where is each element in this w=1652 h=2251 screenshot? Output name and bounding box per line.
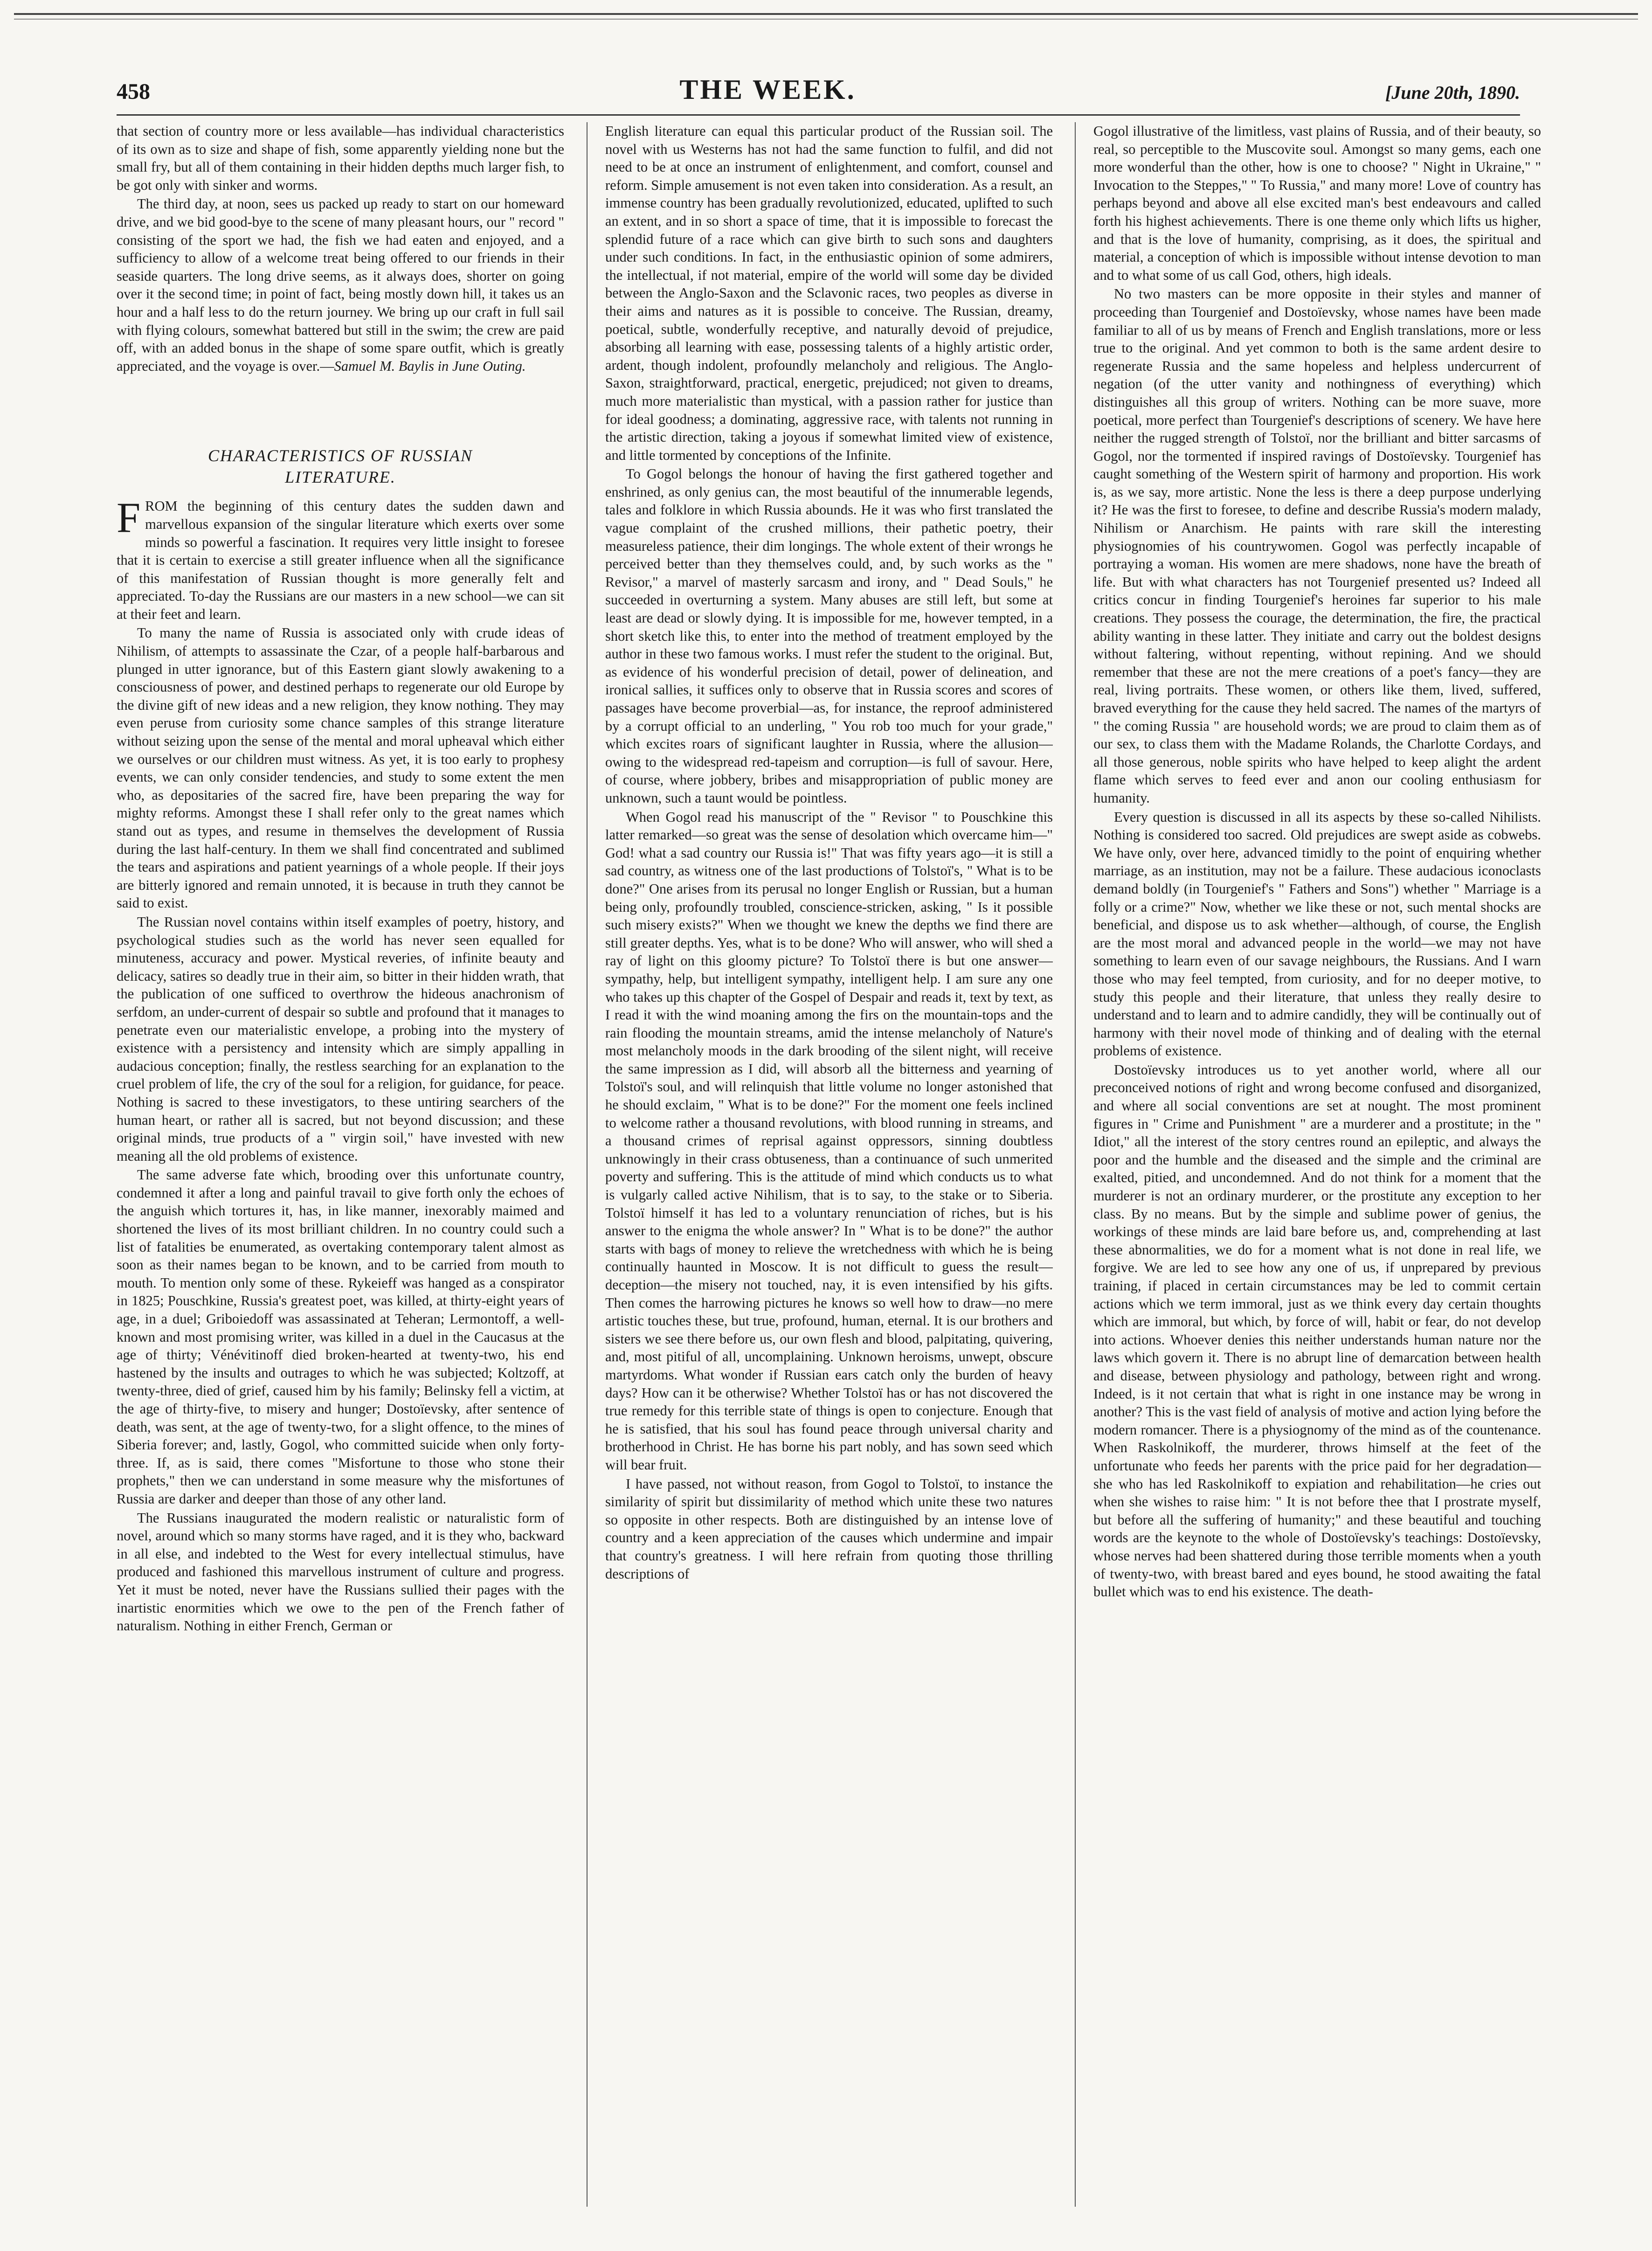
paragraph: The Russians inaugurated the modern realistic or naturalistic form of novel, around which so many storms have raged, and it is they who, backward in all else, and indebted to the West for every intellectual stimulus, have produced and fashioned this marvellous instrument of culture and progress. Yet it must be noted, never have the Russians sullied their pages with the inartistic enormities which we owe to the pen of the French father of naturalism. Nothing in either French, German or — [117, 1510, 564, 1634]
paragraph: that section of country more or less available—has individual characteristics of its own as to size and shape of fish, some apparently yielding none but the small fry, but all of them containing in their hidden depths much larger fish, to be got only with sinker and worms. — [117, 123, 564, 193]
paragraph: No two masters can be more opposite in their styles and manner of proceeding than Tourgenief and Dostoïevsky, whose names have been made familiar to all of us by means of French and English translations, more or less true to the original. And yet common to both is the same ardent desire to regenerate Russia and the same hopeless and helpless undercurrent of negation (of the utter vanity and nothingness of everything) which distinguishes all this group of writers. Nothing can be more suave, more poetical, more perfect than Tourgenief's descriptions of scenery. We have here neither the rugged strength of Tolstoï, nor the brilliant and bitter sarcasms of Gogol, nor the tormented if inspired ravings of Dostoïevsky. Tourgenief has caught something of the Western spirit of harmony and proportion. His work is, as we say, more artistic. None the less is there a deep purpose underlying it? He was the first to foresee, to define and describe Russia's modern malady, Nihilism or Anarchism. He paints with rare skill the interesting physiognomies of his countrywomen. Gogol was perfectly incapable of portraying a woman. His women are mere shadows, none have the breath of life. But with what characters has not Tourgenief presented us? Indeed all critics concur in finding Tourgenief's heroines far superior to his male creations. They possess the courage, the determination, the fire, the practical ability wanting in these latter. They initiate and carry out the boldest designs without faltering, without repenting, without repining. And we should remember that these are not the mere creations of a poet's fancy—they are real, living portraits. These women, or others like them, lived, suffered, braved everything for the cause they held sacred. The names of the martyrs of " the coming Russia " are household words; we are proud to claim them as of our sex, to class them with the Madame Rolands, the Charlotte Cordays, and all those generous, noble spirits who have helped to keep alight the ardent flame which serves to feed ever and anon our cooling enthusiasm for humanity. — [1093, 286, 1541, 806]
paragraph — [117, 494, 564, 623]
article-title — [117, 445, 564, 488]
paragraph: English literature can equal this particular product of the Russian soil. The novel with us Westerns has not had the same function to fulfil, and did not need to be at once an instrument of enlightenment, and comfort, counsel and reform. Simple amusement is not even taken into consideration. As a result, an immense country has been gradually revolutionized, educated, uplifted to such an extent, and in so short a space of time, that it is impossible to forecast the splendid future of a race which can give birth to such sons and daughters under such conditions. In fact, in the enthusiastic opinion of some admirers, the intellectual, if not material, empire of the world will some day be divided between the Anglo-Saxon and the Sclavonic races, two peoples as diverse in their aims and natures as it is possible to conceive. The Russian, dreamy, poetical, subtle, wonderfully receptive, and naturally devoid of prejudice, absorbing all learning with ease, possessing talents of a highly artistic order, ardent, though indolent, profoundly melancholy and religious. The Anglo-Saxon, straightforward, practical, energetic, prejudiced; not given to dreams, much more materialistic than mystical, with a passion rather for justice than for ideal goodness; a dominating, aggressive race, with talents not running in the artistic direction, taking a joyous if somewhat limited view of existence, and little tormented by conceptions of the Infinite. — [605, 123, 1053, 463]
paragraph: I have passed, not without reason, from Gogol to Tolstoï, to instance the similarity of spirit but dissimilarity of method which unite these two natures so opposite in other respects. Both are distinguished by an intense love of country and a keen appreciation of the causes which undermine and impair that country's greatness. I will here refrain from quoting those thrilling descriptions of — [605, 1475, 1053, 1582]
paragraph: Gogol illustrative of the limitless, vast plains of Russia, and of their beauty, so real, so perceptible to the Muscovite soul. Amongst so many gems, each one more wonderful than the other, how is one to choose? " Night in Ukraine," " Invocation to the Steppes," " To Russia," and many more! Love of country has perhaps beyond and above all else excited man's best endeavours and called forth his highest achievements. There is one theme only which lifts us higher, and that is the love of humanity, comprising, as it does, the spiritual and material, a conception of which is impossible without intense devotion to man and to what some of us call God, others, high ideals. — [1093, 123, 1541, 283]
issue-date: [June 20th, 1890. — [1385, 82, 1520, 103]
column-2 — [605, 122, 1053, 2211]
article-title-line: LITERATURE. — [285, 468, 396, 487]
paragraph: The Russian novel contains within itself examples of poetry, history, and psychological studies such as the world has never seen equalled for minuteness, accuracy and power. Mystical reveries, of infinite beauty and delicacy, satires so deadly true in their aim, so bitter in their hidden wrath, that the publication of one sufficed to overthrow the hideous anachronism of serfdom, an under-current of despair so subtle and profound that it manages to penetrate even our materialistic envelope, a probing into the mystery of existence with a persistency and intensity which are simply appalling in audacious conception; finally, the restless searching for an explanation to the cruel problem of life, the cry of the soul for a religion, for guidance, for peace. Nothing is sacred to these investigators, to these untiring searchers of the human heart, or rather all is sacred, but not beyond discussion; and these original minds, true products of a " virgin soil," have invested with new meaning all the old problems of existence. — [117, 914, 564, 1164]
drop-cap: F — [117, 494, 141, 542]
paragraph — [117, 195, 564, 375]
column-3 — [1093, 122, 1541, 2211]
masthead — [117, 74, 1520, 116]
paragraph-text: ROM the beginning of this century dates the sudden dawn and marvellous expansion of the singular literature which exerts over some minds so powerful a fascination. It requires very little insight to foresee that it is certain to exercise a still greater influence when all the significance of this manifestation of Russian thought is more generally felt and appreciated. To-day the Russians are our masters in a new school—we can sit at their feet and learn. — [117, 498, 564, 622]
top-border-rule-thin — [14, 19, 1638, 20]
paragraph: When Gogol read his manuscript of the " Revisor " to Pouschkine this latter remarked—so great was the sense of desolation which overcame him—" God! what a sad country our Russia is!" That was fifty years ago—it is still a sad country, as witness one of the last productions of Tolstoï's, " What is to be done?" One arises from its perusal no longer English or Russian, but a human being only, profoundly troubled, conscience-stricken, asking, " Is it possible such misery exists?" When we thought we knew the depths we find there are still greater depths. Yes, what is to be done? Who will answer, who will shed a ray of light on this gloomy picture? To Tolstoï there is but one answer—sympathy, help, but intelligent sympathy, intelligent help. I am sure any one who takes up this chapter of the Gospel of Despair and reads it, text by text, as I read it with the wind moaning among the firs on the mountain-tops and the rain flooding the mountain streams, amid the intense melancholy of Nature's most melancholy moods in the dark brooding of the silent night, will receive the same impression as I did, will absorb all the bitterness and yearning of Tolstoï's soul, and will relinquish that little volume no longer astonished that he should exclaim, " What is to be done?" For the moment one feels inclined to welcome rather a thousand revolutions, with blood running in streams, and a thousand crimes of reprisal against oppressors, sinning doubtless unknowingly in their crass obtuseness, than a continuance of such unmerited poverty and suffering. This is the attitude of mind which conducts us to what is vulgarly called active Nihilism, that is to say, to the stake or to Siberia. Tolstoï himself it has led to a voluntary renunciation of riches, but is his answer to the enigma the whole answer? In " What is to be done?" the author starts with bags of money to relieve the wretchedness with which he is being continually haunted in Moscow. It is not difficult to guess the result—deception—the misery not touched, nay, it is even intensified by his gifts. Then comes the harrowing pictures he knows so well how to draw—no mere artistic touches these, but true, profound, human, eternal. It is our brothers and sisters we see there before us, our own flesh and blood, palpitating, quivering, and, most pitiful of all, uncomplaining. Unknown heroisms, unwept, obscure martyrdoms. What wonder if Russian ears catch only the burden of heavy days? How can it be otherwise? Whether Tolstoï has or has not discovered the true remedy for this terrible state of things is open to conjecture. Enough that he is satisfied, that his soul has found peace through universal charity and brotherhood in Christ. He has borne his part nobly, and has sown seed which will bear fruit. — [605, 809, 1053, 1473]
column-1 — [117, 122, 564, 2211]
paragraph-text: The third day, at noon, sees us packed up ready to start on our homeward drive, and we bid good-bye to the scene of many pleasant hours, our " record " consisting of the sport we had, the fish we had eaten and enjoyed, and a sufficiency to allow of a welcome treat being offered to our friends in their seaside quarters. The long drive seems, as it always does, shorter on going over it the second time; in point of fact, being mostly down hill, it takes us an hour and a half less to do the return journey. We bring up our craft in full sail with flying colours, somewhat battered but still in the swim; the crew are paid off, with an added bonus in the shape of some spare outfit, which is greatly appreciated, and the voyage is over.— — [117, 196, 564, 374]
page-number: 458 — [117, 79, 150, 104]
publication-title: THE WEEK. — [679, 74, 856, 105]
paragraph: Dostoïevsky introduces us to yet another world, where all our preconceived notions of right and wrong become confused and disorganized, and where all social conventions are set at nought. The most prominent figures in " Crime and Punishment " are a murderer and a prostitute; in the " Idiot," all the interest of the story centres round an epileptic, and always the poor and the humble and the diseased and the simple and the criminal are exalted, pitied, and uncondemned. And do not think for a moment that the murderer is not an ordinary murderer, or the prostitute any exception to her class. By no means. But by the simple and sublime power of genius, the workings of these minds are laid bare before us, and, comprehending at last these abnormalities, we do for a moment what is not done in real life, we forgive. We are led to see how any one of us, if unprepared by previous training, if placed in certain circumstances may be led to commit certain actions which we term immoral, just as we think every day certain thoughts which are immoral, but which, by force of will, habit or fear, do not develop into actions. Whoever denies this neither understands human nature nor the laws which govern it. There is no abrupt line of demarcation between health and disease, between physiology and pathology, between right and wrong. Indeed, is it not certain that what is right in one instance may be wrong in another? This is the vast field of analysis of motive and action lying before the modern romancer. There is a physiognomy of the mind as of the countenance. When Raskolnikoff, the murderer, throws himself at the feet of the unfortunate who feeds her parents with the price paid for her degradation—she who has led Raskolnikoff to expiation and rehabilitation—he cries out when she wishes to raise him: " It is not before thee that I prostrate myself, but before all the suffering of humanity;" and these beautiful and touching words are the keynote to the whole of Dostoïevsky's teachings: Dostoïevsky, whose nerves had been shattered during those terrible moments when a youth of twenty-two, with breast bared and eyes bound, he stood awaiting the fatal bullet which was to end his existence. The death- — [1093, 1061, 1541, 1600]
header-rule — [117, 114, 1520, 116]
column-divider — [1075, 122, 1076, 2207]
paragraph: To Gogol belongs the honour of having the first gathered together and enshrined, as only genius can, the most beautiful of the innumerable legends, tales and folklore in which Russia abounds. He it was who first translated the vague complaint of the crushed millions, their pathetic poetry, their measureless patience, their dim longings. The whole extent of their wrongs he perceived better than they themselves could, and, by such works as the " Revisor," a marvel of masterly sarcasm and irony, and " Dead Souls," he succeeded in overturning a system. Many abuses are still left, but some at least are dead or slowly dying. It is impossible for me, however tempted, in a short sketch like this, to enter into the method of treatment employed by the author in these two famous works. I must refer the student to the original. But, as evidence of his wonderful precision of detail, power of delineation, and ironical sallies, it suffices only to observe that in Russia scores and scores of passages have become proverbial—as, for instance, the reproof administered by a corrupt official to an underling, " You rob too much for your grade," which excites roars of significant laughter in Russia, where the allusion—owing to the widespread red-tapeism and corruption—is full of savour. Here, of course, where jobbery, bribes and misappropriation of public money are unknown, such a taunt would be pointless. — [605, 466, 1053, 806]
paragraph: To many the name of Russia is associated only with crude ideas of Nihilism, of attempts to assassinate the Czar, of a people half-barbarous and plunged in utter ignorance, but of this Eastern giant slowly awakening to a consciousness of power, and destined perhaps to regenerate our old Europe by the divine gift of new ideas and a new religion, they know nothing. They may even peruse from curiosity some chance samples of this strange literature without seizing upon the sense of the mental and moral upheaval which either we ourselves or our children must witness. As yet, it is too early to prophesy events, we can only consider tendencies, and study to some extent the men who, as depositaries of the sacred fire, have been preparing the way for mighty reforms. Amongst these I shall refer only to the great names which stand out as types, and resume in themselves the development of Russia during the last half-century. In them we shall find concentrated and sublimed the tears and aspirations and patient yearnings of a whole people. If their joys are bitterly ignored and remain unnoted, it is because in truth they cannot be said to exist. — [117, 625, 564, 911]
paragraph: Every question is discussed in all its aspects by these so-called Nihilists. Nothing is considered too sacred. Old prejudices are swept aside as cobwebs. We have only, over here, advanced timidly to the point of enquiring whether marriage, as an institution, may not be a failure. These audacious iconoclasts demand boldly (in Tourgenief's " Fathers and Sons") whether " Marriage is a folly or a crime?" Now, whether we like these or not, such mental shocks are beneficial, and dispose us to ask whether—although, of course, the English are the most moral and advanced people in the world—we may not have something to learn even of our savage neighbours, the Russians. And I warn those who may feel tempted, from curiosity, and for no deeper motive, to study this people and their literature, that unless they really desire to understand and to learn and to admire candidly, they will be continually out of harmony with their novel mode of thinking and of dealing with the eternal problems of existence. — [1093, 809, 1541, 1059]
top-border-rule — [14, 13, 1638, 15]
column-divider — [587, 122, 588, 2207]
attribution: Samuel M. Baylis in June Outing. — [334, 358, 526, 374]
article-title-line: CHARACTERISTICS OF RUSSIAN — [208, 446, 473, 465]
paragraph: The same adverse fate which, brooding over this unfortunate country, condemned it after a long and painful travail to give forth only the echoes of the anguish which tortures it, has, in like manner, inexorably maimed and shortened the lives of its most brilliant children. In no country could such a list of fatalities be enumerated, as overtaking contemporary talent almost as soon as their names began to be known, and to be carried from mouth to mouth. To mention only some of these. Rykeieff was hanged as a conspirator in 1825; Pouschkine, Russia's greatest poet, was killed, at thirty-eight years of age, in a duel; Griboiedoff was assassinated at Teheran; Lermontoff, a well-known and most promising writer, was killed in a duel in the Caucasus at the age of thirty; Vénévitinoff died broken-hearted at twenty-two, his end hastened by the insults and outrages to which he was subjected; Koltzoff, at twenty-three, died of grief, caused him by his family; Belinsky fell a victim, at the age of thirty-five, to misery and hunger; Dostoïevsky, after sentence of death, was sent, at the age of twenty-two, for a slight offence, to the mines of Siberia forever; and, lastly, Gogol, who committed suicide when only forty-three. If, as is said, there comes "Misfortune to those who stone their prophets," then we can understand in some measure why the misfortunes of Russia are darker and deeper than those of any other land. — [117, 1167, 564, 1507]
